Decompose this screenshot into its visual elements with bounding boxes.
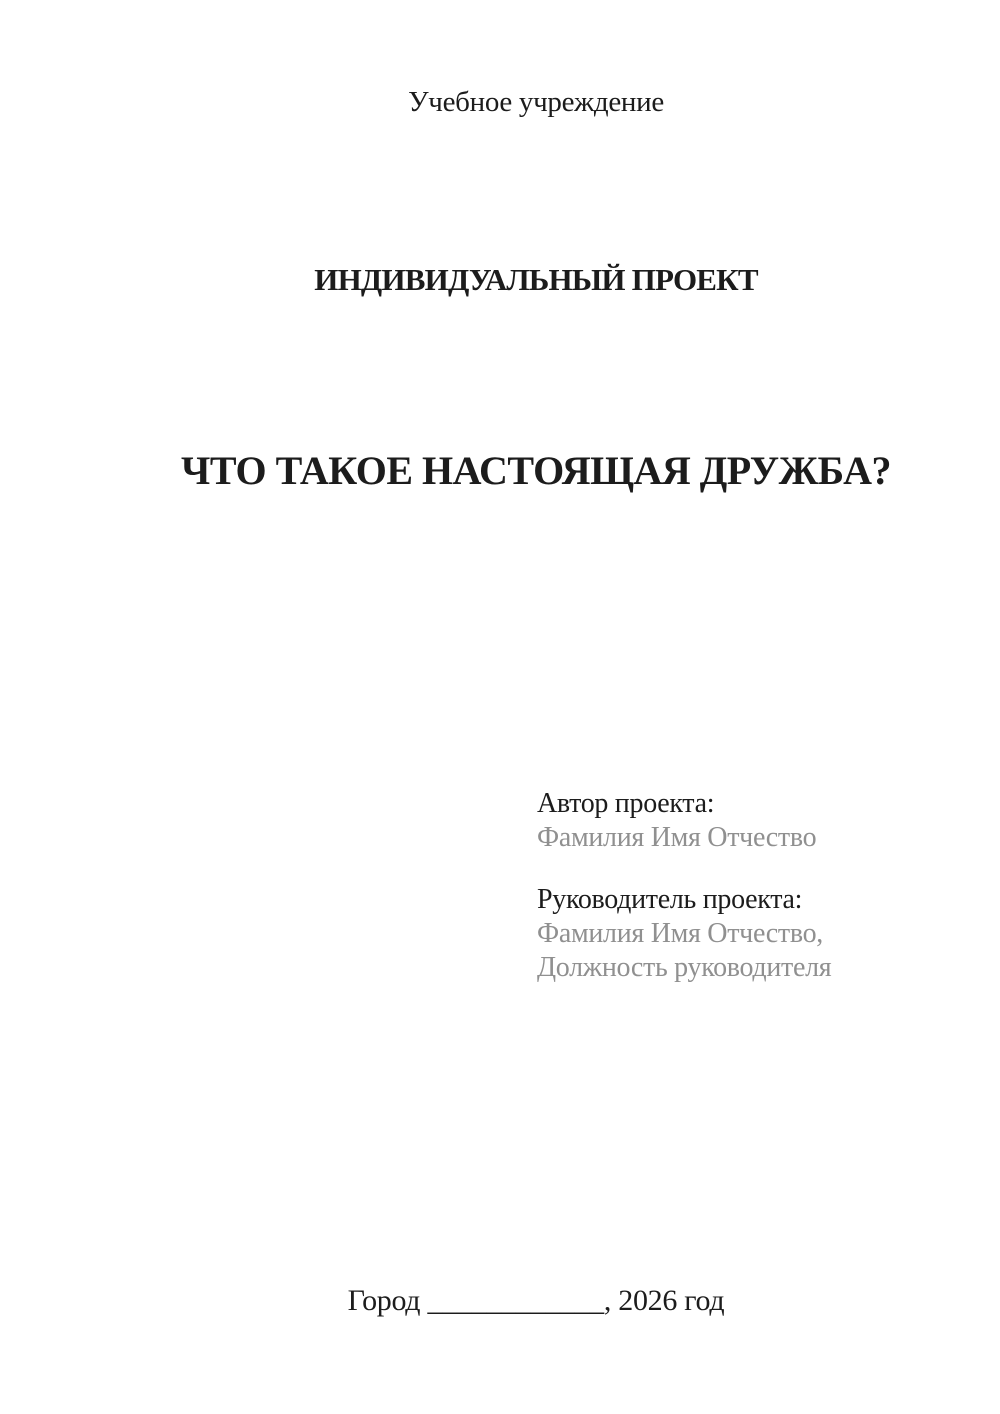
author-name-placeholder: Фамилия Имя Отчество <box>537 822 817 853</box>
author-group <box>537 787 831 855</box>
text-column <box>143 0 929 1414</box>
supervisor-name-placeholder: Фамилия Имя Отчество, <box>537 918 823 949</box>
project-type-heading: ИНДИВИДУАЛЬНЫЙ ПРОЕКТ <box>314 262 758 297</box>
supervisor-position-placeholder: Должность руководителя <box>537 952 832 983</box>
supervisor-label: Руководитель проекта: <box>537 884 803 915</box>
page-title: ЧТО ТАКОЕ НАСТОЯЩАЯ ДРУЖБА? <box>181 448 891 493</box>
credits-block <box>537 787 831 985</box>
institution-name: Учебное учреждение <box>408 86 664 118</box>
supervisor-group <box>537 883 831 985</box>
city-year-line: Город ____________, 2026 год <box>347 1284 725 1317</box>
author-label: Автор проекта: <box>537 788 715 819</box>
